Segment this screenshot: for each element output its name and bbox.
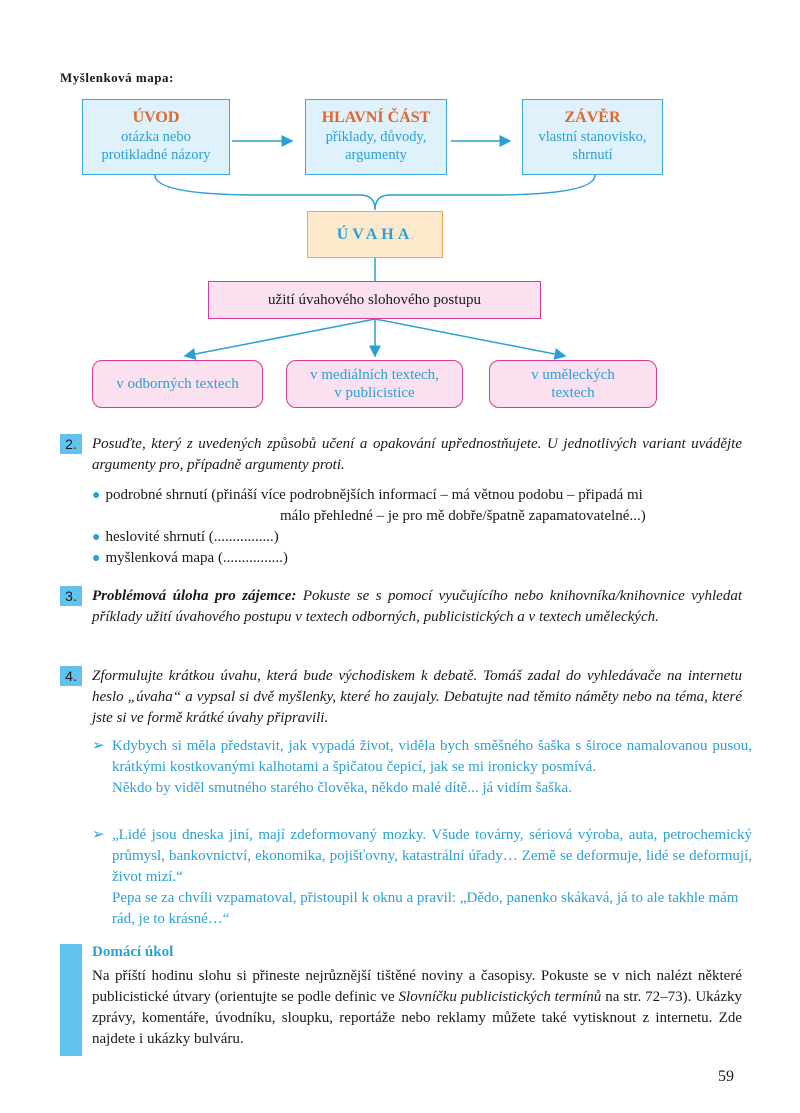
arrowhead-bullet-icon: ➢ [92,827,105,843]
box-uziti: užití úvahového slohového postupu [208,281,541,319]
quote-2-text: „Lidé jsou dneska jiní, mají zdeformovaný mozky. Všude továrny, sériová výroba, auta, petrochemický průmysl, bankovnictví, ekonomika, pojišťovny, katastrální úřady… Země se deformuje, lidé se deformují, život mizí.“ [112,827,752,885]
quote-1-text: Kdybych si měla představit, jak vypadá život, viděla bych směšného šaška s široce namalovanou pusou, krátkými kostkovanými kalhotami a špičatou čepicí, jak se mi ironicky posmívá. [112,738,752,775]
homework-text [92,966,742,1050]
arrow-to-odborne [185,319,375,356]
mind-map-title: Myšlenková mapa: [60,70,174,85]
box-uvod-head: ÚVOD [132,109,180,126]
quote-1-sub: Někdo by viděl smutného starého člověka, někdo malé dítě... já vidím šaška. [112,780,572,796]
task-2-text: Posuďte, který z uvedených způsobů učení a opakování upřednostňujete. U jednotlivých variant uvádějte argumenty pro, případně argumenty proti. [92,436,742,473]
homework-text-italic: Slovníčku publicistických termínů [398,989,602,1005]
task-2-bullet-1-line1: podrobné shrnutí (přináší více podrobnějších informací – má větnou podobu – připadá mi [105,487,643,503]
quote-2-sub: Pepa se za chvíli vzpamatoval, přistoupil k oknu a pravil: „Dědo, panenko skákavá, já to ale takhle mám rád, je to krásné…“ [112,890,739,927]
task-2-bullet-1 [92,485,752,527]
quote-1 [92,736,752,799]
box-umelecke [489,360,657,408]
homework-accent-bar [60,944,82,1056]
box-zaver [522,99,663,175]
quote-2 [92,825,752,930]
box-zaver-line2: shrnutí [572,147,613,163]
mind-map-connectors [0,0,800,420]
box-medialni [286,360,463,408]
box-hlavni-head: HLAVNÍ ČÁST [321,109,431,126]
task-2-bullet-2 [92,527,752,548]
box-uvod-line1: otázka nebo [121,129,191,145]
task-3-lead: Problémová úloha pro zájemce: [92,588,297,604]
homework-title: Domácí úkol [92,944,174,960]
box-umelecke-line2: textech [551,385,595,401]
task-2-bullet-3 [92,548,752,569]
bullet-dot-icon: ● [92,530,101,545]
box-medialni-line1: v mediálních textech, [310,367,439,383]
box-odborne: v odborných textech [92,360,263,408]
page-number: 59 [718,1068,734,1085]
bullet-dot-icon: ● [92,551,101,566]
homework-text-3: na str. 72–73). Ukázky zprávy, komentáře, úvodníku, sloupku, reportáže nebo reklamy můžete také vytisknout z internetu. Zde najdete i ukázky bulváru. [92,989,742,1047]
box-medialni-line2: v publicistice [334,385,415,401]
box-zaver-line1: vlastní stanovisko, [538,129,647,145]
box-zaver-head: ZÁVĚR [564,109,621,126]
box-hlavni-line2: argumenty [345,147,407,163]
box-hlavni-cast [305,99,447,175]
task-3-body: Pokuste se s pomocí vyučujícího nebo knihovníka/knihovnice vyhledat příklady užití úvahového postupu v textech odborných, publicistických a v textech uměleckých. [92,588,743,625]
arrowhead-bullet-icon: ➢ [92,738,105,754]
homework-text-1: Na příští hodinu slohu si přineste nejrůznější tištěné noviny a časopisy. Pokuste se v nich nalézt některé publicistické útvary (orientujte se podle definic ve [92,968,742,1005]
task-4-number: 4. [60,666,82,686]
task-2-number: 2. [60,434,82,454]
task-4-text: Zformulujte krátkou úvahu, která bude východiskem k debatě. Tomáš zadal do vyhledávače na internetu heslo „úvaha“ a vypsal si dvě myšlenky, které ho zaujaly. Debatujte nad těmito náměty nebo na téma, které jste si ve formě krátké úvahy připravili. [92,668,742,726]
task-3-text [92,586,742,628]
box-uvod [82,99,230,175]
task-2-bullet-1-line2: málo přehledné – je pro mě dobře/špatně zapamatovatelné...) [280,508,646,524]
task-2-bullet-2-text: heslovité shrnutí (................) [105,529,279,545]
box-uvaha: ÚVAHA [307,211,443,258]
task-3-number: 3. [60,586,82,606]
task-2-bullet-3-text: myšlenková mapa (................) [105,550,288,566]
bullet-dot-icon: ● [92,488,101,503]
arrow-to-umelecke [375,319,565,356]
box-hlavni-line1: příklady, důvody, [325,129,427,145]
box-uvod-line2: protikladné názory [101,147,211,163]
box-umelecke-line1: v uměleckých [531,367,615,383]
brace-connector [155,175,595,210]
